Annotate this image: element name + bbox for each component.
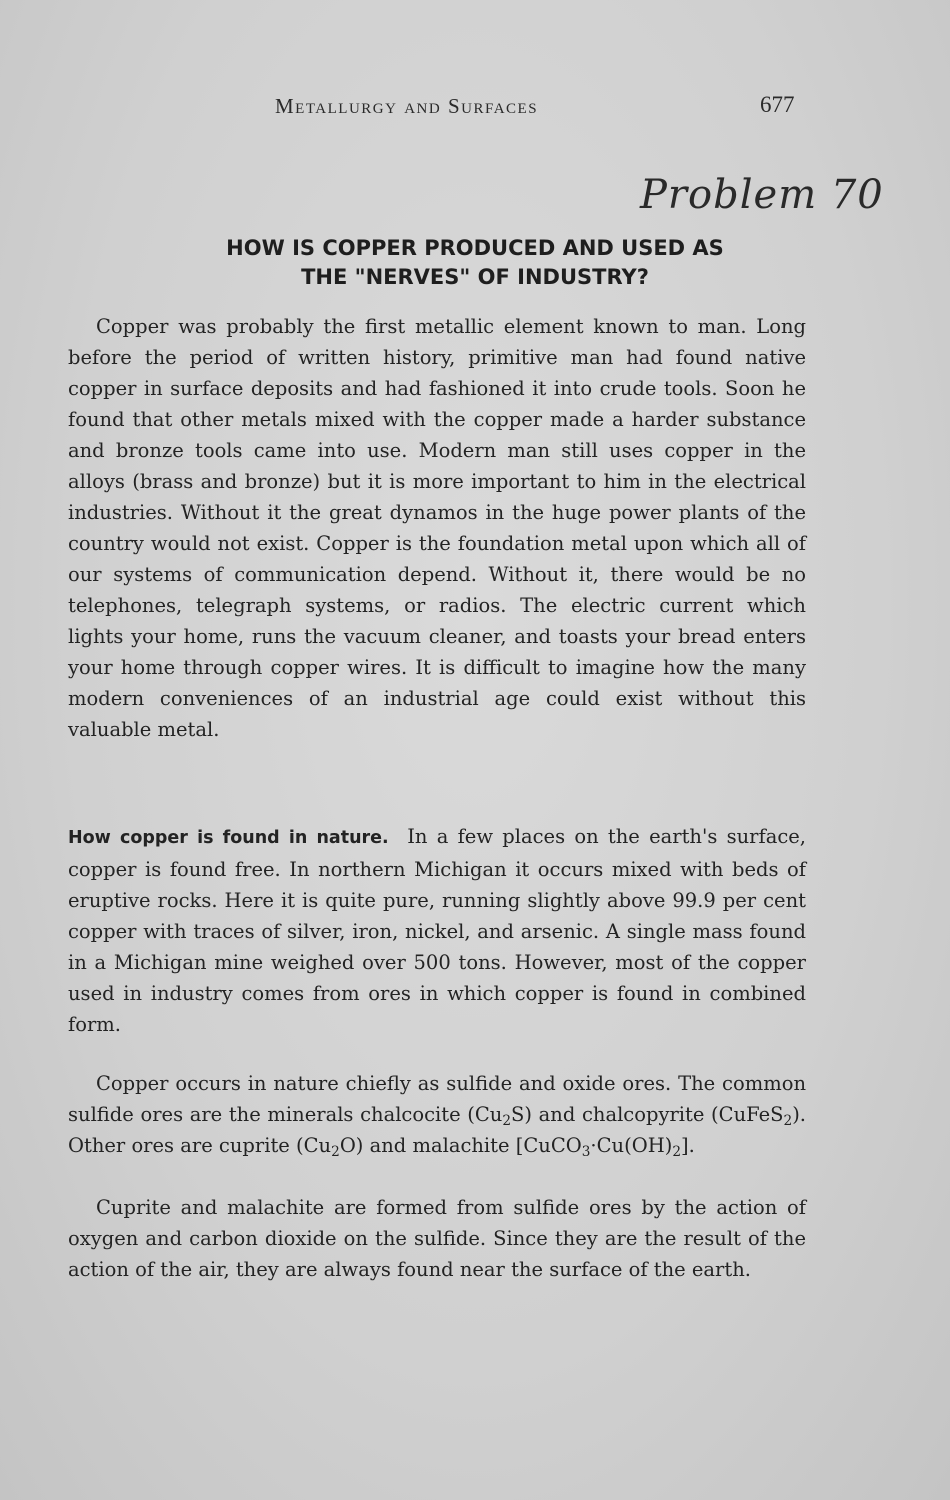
ores-text-6: ]. xyxy=(681,1134,695,1157)
subscript: 2 xyxy=(502,1113,512,1129)
problem-label: Problem 70 xyxy=(640,172,884,218)
paragraph-found-in-nature xyxy=(68,821,806,1040)
ores-text-3: ). Other ores are cuprite (Cu xyxy=(68,1103,806,1157)
subscript: 2 xyxy=(331,1144,340,1160)
title-line-1: HOW IS COPPER PRODUCED AND USED AS xyxy=(226,236,724,260)
title-line-2: THE "NERVES" OF INDUSTRY? xyxy=(301,265,649,289)
paragraph-run-in-heading: How copper is found in nature. xyxy=(68,828,389,848)
chapter-title xyxy=(110,234,840,292)
paragraph-intro: Copper was probably the first metallic element known to man. Long before the period of written history, primitive man had found native copper in surface deposits and had fashioned it into crude tools. Soon he found that other metals mixed with the copper made a harder substance and bronze tools came into use. Modern man still uses copper in the alloys (brass and bronze) but it is more important to him in the electrical industries. Without it the great dynamos in the huge power plants of the country would not exist. Copper is the foundation metal upon which all of our systems of communication depend. Without it, there would be no telephones, telegraph systems, or radios. The electric current which lights your home, runs the vacuum cleaner, and toasts your bread enters your home through copper wires. It is difficult to imagine how the many modern conveniences of an industrial age could exist without this valuable metal. xyxy=(68,315,806,741)
subscript: 3 xyxy=(581,1144,591,1160)
ores-text-4: O) and malachite [CuCO xyxy=(339,1134,582,1157)
paragraph-cuprite-malachite: Cuprite and malachite are formed from sulfide ores by the action of oxygen and carbon dioxide on the sulfide. Since they are the result of the action of the air, they are always found near the surface of the earth. xyxy=(68,1196,806,1281)
subscript: 2 xyxy=(672,1144,681,1160)
running-head: Metallurgy and Surfaces xyxy=(275,94,539,118)
ores-text-5: ·Cu(OH) xyxy=(590,1134,673,1157)
page-number: 677 xyxy=(760,92,795,117)
ores-text-1: Copper occurs in nature chiefly as sulfide and oxide ores. The common sulfide ores are the minerals chalcocite (Cu xyxy=(68,1072,806,1126)
paragraph-ores xyxy=(68,1068,806,1161)
paragraph-body: In a few places on the earth's surface, copper is found free. In northern Michigan it occurs mixed with beds of eruptive rocks. Here it is quite pure, running slightly above 99.9 per cent copper with traces of silver, iron, nickel, and arsenic. A single mass found in a Michigan mine weighed over 500 tons. However, most of the copper used in industry comes from ores in which copper is found in combined form. xyxy=(68,825,806,1036)
ores-text-2: S) and chalcopyrite (CuFeS xyxy=(511,1103,784,1126)
subscript: 2 xyxy=(783,1113,793,1129)
